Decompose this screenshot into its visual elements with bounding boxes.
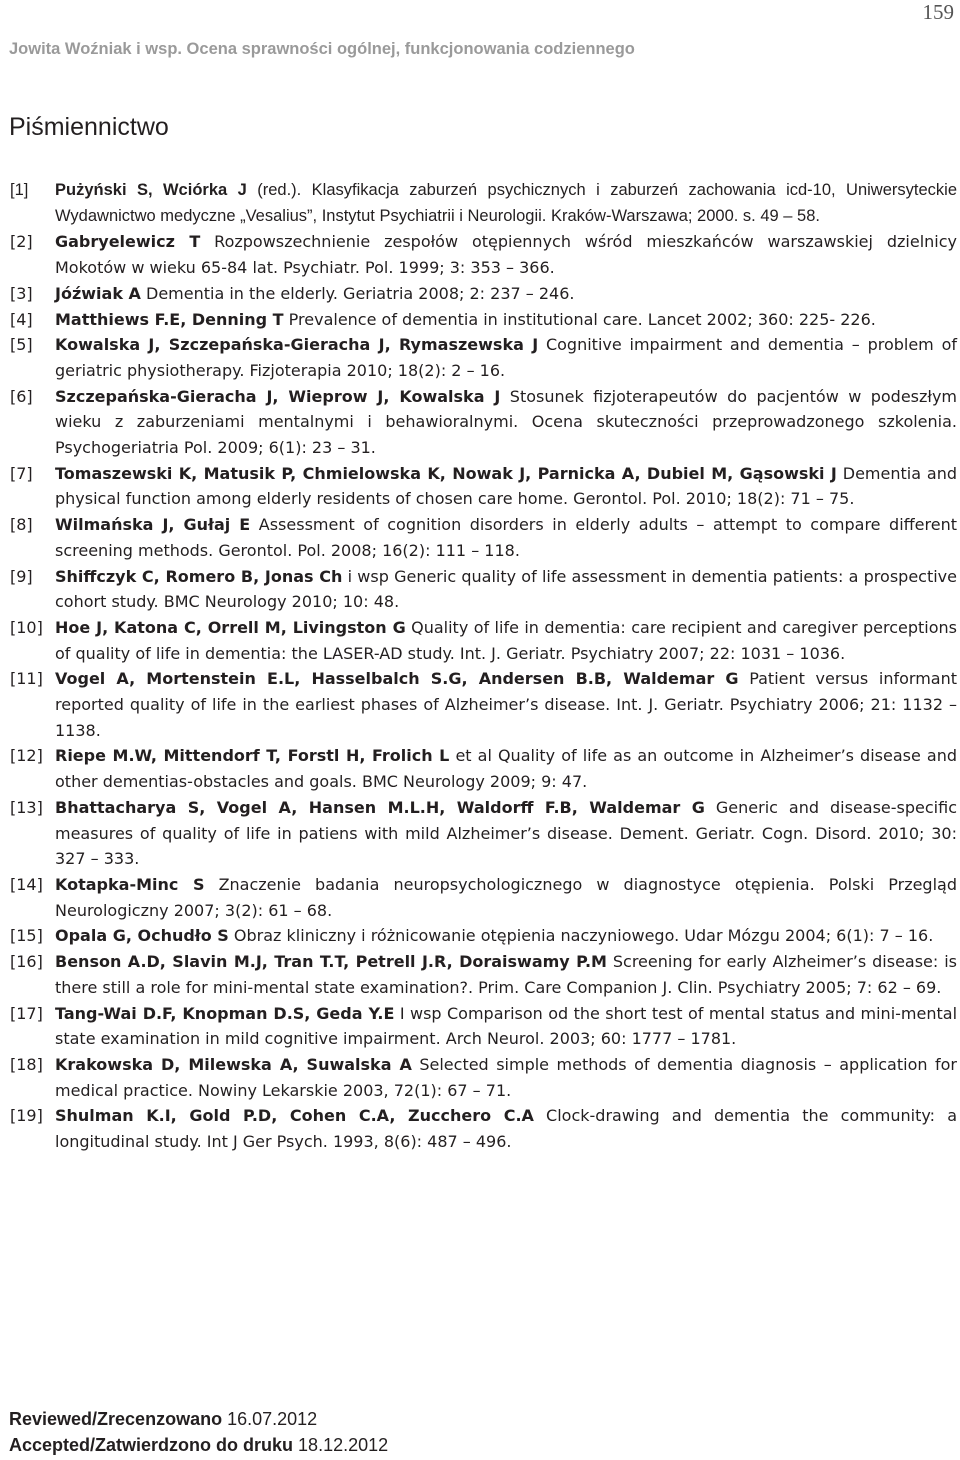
reference-number: [10]: [10, 617, 43, 637]
reference-number: [5]: [10, 335, 33, 355]
reference-number: [16]: [10, 952, 43, 972]
reference-item: [0, 795, 960, 872]
reference-item: [0, 512, 960, 563]
accepted-date: 18.12.2012: [298, 1435, 389, 1455]
reference-number: [3]: [10, 283, 33, 303]
reference-authors: Opala G, Ochudło S: [55, 926, 229, 946]
reference-number: [12]: [10, 746, 43, 766]
reference-text: Clock-drawing and dementia the community: a longitudinal study. Int J Ger Psych. 1993, 8(6): 487 – 496.: [55, 1106, 957, 1152]
reference-number: [14]: [10, 874, 43, 894]
reference-authors: Riepe M.W, Mittendorf T, Forstl H, Frolich L: [55, 746, 450, 766]
reference-item: [0, 564, 960, 615]
running-header: Jowita Woźniak i wsp. Ocena sprawności ogólnej, funkcjonowania codziennego: [9, 40, 635, 58]
reference-item: [0, 229, 960, 280]
reference-authors: Hoe J, Katona C, Orrell M, Livingston G: [55, 617, 406, 637]
accepted-label: Accepted/Zatwierdzono do druku: [9, 1435, 294, 1455]
reference-text: I wsp Comparison od the short test of mental status and mini-mental state examination in mild cognitive impairment. Arch Neurol. 2003; 60: 1777 – 1781.: [55, 1003, 958, 1049]
reference-authors: Gabryelewicz T: [55, 232, 201, 252]
reference-number: [8]: [10, 515, 33, 535]
reference-item: [0, 178, 960, 229]
reference-authors: Benson A.D, Slavin M.J, Tran T.T, Petrell J.R, Doraiswamy P.M: [55, 952, 607, 972]
reviewed-line: [9, 1409, 317, 1430]
reference-text: Stosunek fizjoterapeutów do pacjentów w podeszłym wieku z zaburzeniami mentalnymi i behawioralnymi. Ocena skuteczności przeprowadzonego szkolenia. Psychogeriatria Pol. 2009; 6(1): 23 – 31.: [55, 386, 958, 458]
reference-number: [18]: [10, 1054, 43, 1074]
reference-number: [11]: [10, 669, 43, 689]
reference-authors: Vogel A, Mortenstein E.L, Hasselbalch S.G, Andersen B.B, Waldemar G: [55, 669, 739, 689]
reference-number: [13]: [10, 797, 43, 817]
reference-text: Dementia and physical function among elderly residents of chosen care home. Gerontol. Pol. 2010; 18(2): 71 – 75.: [55, 463, 958, 509]
reference-authors: Kotapka-Minc S: [55, 874, 205, 894]
reference-authors: Pużyński S, Wciórka J: [55, 181, 247, 199]
reference-text: Prevalence of dementia in institutional care. Lancet 2002; 360: 225- 226.: [283, 309, 876, 329]
reviewed-label: Reviewed/Zrecenzowano: [9, 1409, 223, 1429]
accepted-line: [9, 1435, 388, 1456]
reference-item: [0, 1052, 960, 1103]
reference-text: Screening for early Alzheimer’s disease: is there still a role for mini-mental state examination?. Prim. Care Companion J. Clin. Psychiatry 2005; 7: 62 – 69.: [55, 952, 957, 997]
reference-number: [1]: [10, 181, 29, 199]
reference-authors: Matthiews F.E, Denning T: [55, 309, 284, 329]
reference-text: Selected simple methods of dementia diagnosis – application for medical practice. Nowiny Lekarskie 2003, 72(1): 67 – 71.: [55, 1054, 957, 1100]
reference-item: [0, 949, 960, 1000]
reference-text: Assessment of cognition disorders in elderly adults – attempt to compare different screening methods. Gerontol. Pol. 2008; 16(2): 111 – 118.: [55, 515, 958, 560]
reference-text: Quality of life in dementia: care recipient and caregiver perceptions of quality of life in dementia: the LASER-AD study. Int. J. Geriatr. Psychiatry 2007; 22: 1031 – 1036.: [55, 617, 957, 663]
reference-authors: Bhattacharya S, Vogel A, Hansen M.L.H, Waldorff F.B, Waldemar G: [55, 797, 705, 817]
section-title: Piśmiennictwo: [9, 113, 169, 141]
reference-item: [0, 281, 960, 307]
reference-authors: Szczepańska-Gieracha J, Wieprow J, Kowalska J: [55, 386, 501, 406]
reference-authors: Jóźwiak A: [55, 283, 141, 303]
reference-authors: Krakowska D, Milewska A, Suwalska A: [55, 1054, 412, 1074]
reference-item: [0, 332, 960, 383]
reference-item: [0, 666, 960, 743]
reference-text: i wsp Generic quality of life assessment in dementia patients: a prospective cohort study. BMC Neurology 2010; 10: 48.: [55, 566, 957, 612]
reference-item: [0, 384, 960, 461]
page-number: 159: [922, 0, 954, 24]
reference-authors: Kowalska J, Szczepańska-Gieracha J, Rymaszewska J: [55, 335, 539, 355]
reference-item: [0, 743, 960, 794]
reference-item: [0, 307, 960, 333]
reference-text: Rozpowszechnienie zespołów otępiennych wśród mieszkańców warszawskiej dzielnicy Mokotów w wieku 65-84 lat. Psychiatr. Pol. 1999; 3: 353 – 366.: [55, 232, 958, 278]
reference-item: [0, 615, 960, 666]
reference-number: [15]: [10, 926, 43, 946]
reference-text: Cognitive impairment and dementia – problem of geriatric physiotherapy. Fizjoterapia 2010; 18(2): 2 – 16.: [55, 335, 958, 380]
reference-text: Znaczenie badania neuropsychologicznego w diagnostyce otępienia. Polski Przegląd Neurologiczny 2007; 3(2): 61 – 68.: [55, 874, 957, 920]
reviewed-date: 16.07.2012: [227, 1409, 318, 1429]
reference-item: [0, 872, 960, 923]
reference-item: [0, 1001, 960, 1052]
reference-authors: Shiffczyk C, Romero B, Jonas Ch: [55, 566, 343, 586]
reference-text: Obraz kliniczny i różnicowanie otępienia naczyniowego. Udar Mózgu 2004; 6(1): 7 – 16.: [228, 926, 934, 946]
reference-text: (red.). Klasyfikacja zaburzeń psychicznych i zaburzeń zachowania icd-10, Uniwersyteckie Wydawnictwo medyczne „Vesalius”, Instytut Psychiatrii i Neurologii. Kraków-Warszawa; 2000. s. 49 – 58.: [55, 181, 957, 225]
reference-item: [0, 461, 960, 512]
reference-number: [9]: [10, 566, 33, 586]
reference-list: [0, 178, 960, 1155]
reference-authors: Wilmańska J, Gułaj E: [55, 515, 251, 535]
reference-number: [4]: [10, 309, 33, 329]
reference-number: [7]: [10, 463, 33, 483]
reference-number: [19]: [10, 1106, 43, 1126]
reference-text: Dementia in the elderly. Geriatria 2008; 2: 237 – 246.: [140, 283, 575, 303]
reference-number: [2]: [10, 232, 33, 252]
reference-number: [17]: [10, 1003, 43, 1023]
reference-authors: Shulman K.I, Gold P.D, Cohen C.A, Zucchero C.A: [55, 1106, 534, 1126]
reference-text: Patient versus informant reported quality of life in the earliest phases of Alzheimer’s disease. Int. J. Geriatr. Psychiatry 2006; 21: 1132 – 1138.: [55, 669, 958, 740]
reference-text: Generic and disease-specific measures of quality of life in patiens with mild Alzheimer’s disease. Dement. Geriatr. Cogn. Disord. 2010; 30: 327 – 333.: [55, 797, 958, 869]
reference-item: [0, 1103, 960, 1154]
reference-authors: Tomaszewski K, Matusik P, Chmielowska K, Nowak J, Parnicka A, Dubiel M, Gąsowski J: [55, 463, 837, 483]
reference-item: [0, 923, 960, 949]
reference-text: et al Quality of life as an outcome in Alzheimer’s disease and other dementias-obstacles and goals. BMC Neurology 2009; 9: 47.: [55, 746, 958, 792]
reference-authors: Tang-Wai D.F, Knopman D.S, Geda Y.E: [55, 1003, 395, 1023]
reference-number: [6]: [10, 386, 33, 406]
